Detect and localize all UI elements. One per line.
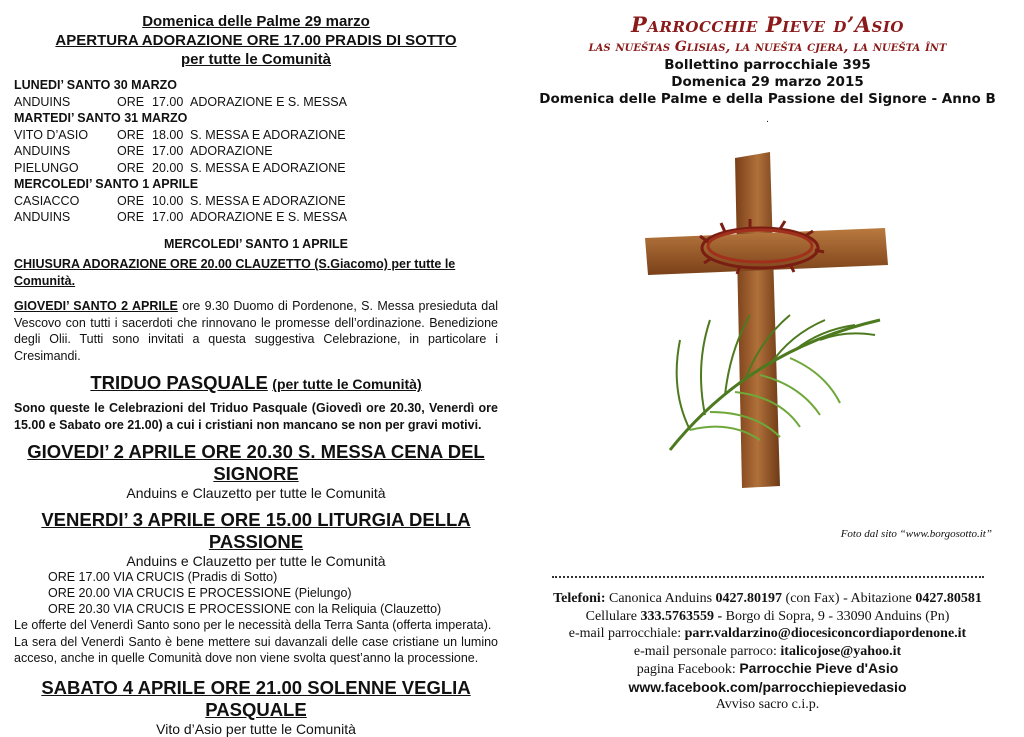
triduo-text: Sono queste le Celebrazioni del Triduo Pasquale (Giovedì ore 20.30, Venerdì ore 15.00 e Sabato ore 21.00) a cui i cristiani non mancano se non per gravi motivi. (14, 401, 498, 432)
triduo-subtitle: (per tutte le Comunità) (272, 376, 422, 392)
schedule-time: 20.00 (152, 160, 184, 175)
contacts-block (520, 590, 1015, 714)
schedule-row (14, 209, 498, 226)
day-title: MARTEDI’ SANTO 31 MARZO (14, 111, 188, 125)
schedule-ore: ORE (117, 144, 145, 158)
header-adoration: APERTURA ADORAZIONE ORE 17.00 PRADIS DI SOTTO (55, 32, 457, 49)
thursday-mass-subtitle: Anduins e Clauzetto per tutte le Comunità (126, 485, 386, 501)
phones-line (520, 590, 1015, 608)
phone-home[interactable]: 0427.80581 (915, 591, 982, 606)
stray-dot: . (766, 114, 769, 125)
holy-thursday-paragraph (14, 298, 498, 364)
friday-title: VENERDI’ 3 APRILE ORE 15.00 LITURGIA DELLA PASSIONE (41, 509, 471, 552)
friday-item: ORE 17.00 VIA CRUCIS (Pradis di Sotto) (48, 570, 278, 584)
right-column (520, 12, 1015, 125)
schedule-row (14, 94, 498, 111)
left-column (14, 12, 498, 737)
friday-item: ORE 20.00 VIA CRUCIS E PROCESSIONE (Pielungo) (48, 586, 352, 600)
saturday-title: SABATO 4 APRILE ORE 21.00 SOLENNE VEGLIA PASQUALE (41, 676, 471, 720)
address: Borgo di Sopra, 9 - 33090 Anduins (Pn) (722, 608, 950, 624)
schedule-row (14, 143, 498, 160)
header-all-communities: per tutte le Comunità (180, 51, 331, 68)
schedule-place: VITO D’ASIO (14, 127, 89, 142)
bulletin-occasion: Domenica delle Palme e della Passione del Signore - Anno B (539, 91, 996, 107)
cross-with-palm-illustration (630, 150, 900, 490)
footer-note: Avviso sacro c.i.p. (715, 697, 820, 712)
facebook-label: pagina Facebook: (636, 662, 740, 677)
schedule-place: ANDUINS (14, 210, 71, 224)
schedule-desc: S. MESSA E ADORAZIONE (190, 193, 346, 208)
bulletin-number: Bollettino parrocchiale 395 (664, 57, 871, 73)
schedule-row (14, 193, 498, 210)
facebook-line (520, 660, 1015, 679)
email2-label: e-mail personale parroco: (633, 643, 781, 659)
schedule-time: 17.00 (152, 210, 184, 224)
facebook-page-name[interactable]: Parrocchie Pieve d'Asio (739, 660, 899, 676)
header-date: Domenica delle Palme 29 marzo (142, 13, 370, 30)
schedule-place: ANDUINS (14, 94, 71, 109)
parish-email[interactable]: parr.valdarzino@diocesiconcordiapordenone.it (684, 626, 967, 641)
schedule-desc: ADORAZIONE (190, 144, 273, 158)
schedule-ore: ORE (117, 94, 145, 109)
schedule-time: 18.00 (152, 127, 184, 142)
friday-item: ORE 20.30 VIA CRUCIS E PROCESSIONE con la Reliquia (Clauzetto) (48, 602, 442, 616)
phones-mid: (con Fax) - Abitazione (782, 591, 916, 606)
facebook-url[interactable]: www.facebook.com/parrocchiepievedasio (628, 678, 907, 695)
schedule (14, 77, 498, 226)
schedule-place: CASIACCO (14, 193, 80, 208)
friday-note-candle: La sera del Venerdì Santo è bene mettere sui davanzali delle case cristiane un lumino acceso, anche in quelle Comunità dove non viene svolta quest’anno la processione. (14, 634, 498, 665)
mobile-number[interactable]: 333.5763559 - (640, 608, 723, 624)
wednesday-title: MERCOLEDI’ SANTO 1 APRILE (163, 236, 349, 251)
friday-subtitle: Anduins e Clauzetto per tutte le Comunità (126, 553, 386, 569)
phones-text: Canonica Anduins (605, 591, 716, 606)
holy-thursday-label: GIOVEDI’ SANTO 2 APRILE (14, 299, 178, 313)
friday-items (14, 569, 498, 617)
schedule-desc: S. MESSA E ADORAZIONE (190, 160, 346, 175)
schedule-time: 17.00 (152, 94, 184, 109)
schedule-place: ANDUINS (14, 144, 71, 158)
wednesday-closing: CHIUSURA ADORAZIONE ORE 20.00 CLAUZETTO (S.Giacomo) per tutte le Comunità. (14, 257, 456, 288)
saturday-subtitle: Vito d’Asio per tutte le Comunità (156, 720, 356, 737)
thursday-mass-title: GIOVEDI’ 2 APRILE ORE 20.30 S. MESSA CENA DEL SIGNORE (27, 441, 485, 484)
schedule-time: 17.00 (152, 144, 184, 158)
email-line (520, 625, 1015, 643)
schedule-ore: ORE (117, 193, 145, 208)
mobile-line (520, 608, 1015, 626)
triduo-title: TRIDUO PASQUALE (90, 372, 268, 393)
priest-email[interactable]: italicojose@yahoo.it (780, 643, 902, 659)
schedule-desc: ADORAZIONE E S. MESSA (190, 210, 347, 224)
phones-label: Telefoni: (553, 591, 606, 606)
day-title: MERCOLEDI’ SANTO 1 APRILE (14, 177, 199, 191)
phone-canonica[interactable]: 0427.80197 (715, 591, 783, 606)
holy-thursday-text: ore 9.30 Duomo di Pordenone, S. Messa presieduta dal Vescovo con tutti i sacerdoti che rinnovano le promesse dell’ordinazione. Benedizione degli Olii. Tutti sono invitati a questa suggestiva Celebrazione, in particolare i Cresimandi. (14, 299, 498, 363)
photo-credit: Foto dal sito “www.borgosotto.it” (840, 528, 992, 540)
friday-note-offerings: Le offerte del Venerdì Santo sono per le necessità della Terra Santa (offerta imperata). (14, 618, 492, 632)
schedule-place: PIELUNGO (14, 160, 79, 175)
schedule-desc: ADORAZIONE E S. MESSA (190, 94, 347, 109)
parish-subtitle: las nueštas Glisias, la nuešta cjera, la nuešta înt (588, 39, 947, 55)
schedule-row (14, 127, 498, 144)
bulletin-date: Domenica 29 marzo 2015 (671, 74, 864, 90)
parish-title: Parrocchie Pieve d’Asio (631, 12, 904, 37)
schedule-ore: ORE (117, 210, 145, 224)
day-title: LUNEDI’ SANTO 30 MARZO (14, 78, 177, 92)
schedule-ore: ORE (117, 160, 145, 175)
mobile-label: Cellulare (585, 608, 641, 624)
email2-line (520, 643, 1015, 661)
schedule-time: 10.00 (152, 193, 184, 208)
triduo-heading (14, 372, 498, 394)
schedule-ore: ORE (117, 127, 145, 142)
schedule-row (14, 160, 498, 177)
email-label: e-mail parrocchiale: (568, 626, 685, 641)
schedule-desc: S. MESSA E ADORAZIONE (190, 127, 346, 142)
divider-line (552, 576, 984, 578)
